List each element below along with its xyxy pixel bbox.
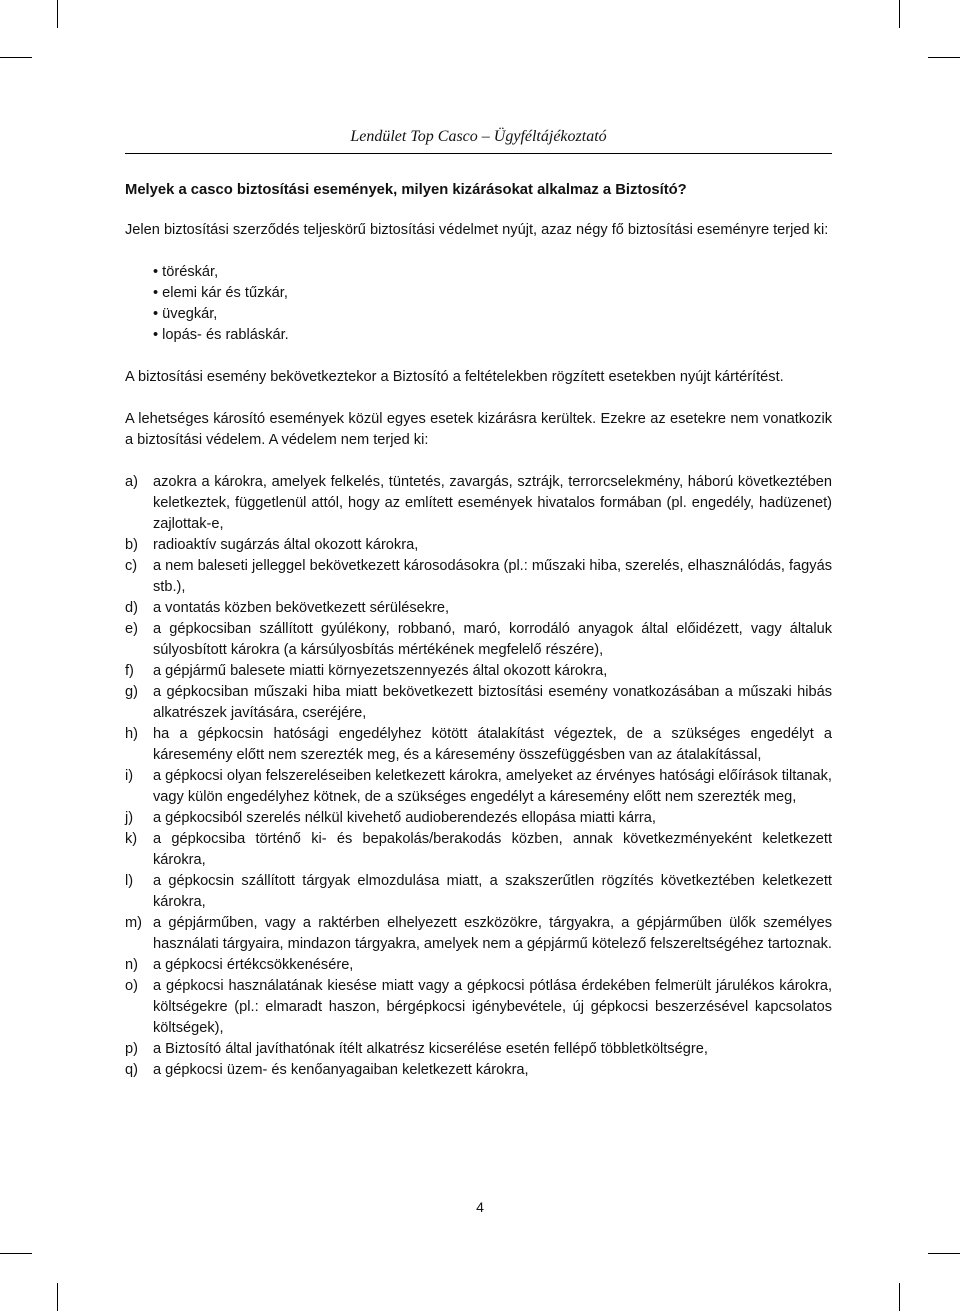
spacer [125, 388, 832, 409]
exclusion-item-marker: g) [125, 684, 138, 700]
exclusion-item [125, 619, 832, 661]
exclusion-item [125, 955, 832, 976]
exclusion-intro-paragraph: A lehetséges károsító események közül egyes esetek kizárásra kerültek. Ezekre az esetekre nem vonatkozik a biztosítási védelem. A védelem nem terjed ki: [125, 411, 832, 448]
running-header: Lendület Top Casco – Ügyféltájékoztató [350, 128, 607, 145]
exclusion-item-marker: o) [125, 978, 138, 994]
exclusion-item-text: a gépjárműben, vagy a raktérben elhelyezett eszközökre, tárgyakra, a gépjárműben ülők személyes használati tárgyaira, mindazon tárgyakra, amelyek nem a gépjármű kötelező felszereltségéhez tartoznak. [153, 915, 832, 952]
exclusion-item-marker: b) [125, 537, 138, 553]
crop-mark [899, 0, 900, 28]
exclusion-item-text: a gépkocsiból szerelés nélkül kivehető audioberendezés ellopása miatti kárra, [153, 810, 656, 826]
event-list [153, 262, 832, 346]
exclusion-item-text: ha a gépkocsin hatósági engedélyhez kötött átalakítást végeztek, de a szükséges engedélyt a káresemény előtt nem szerezték meg, és a káresemény összefüggésben van az átalakítással, [153, 726, 832, 763]
exclusion-item-marker: m) [125, 915, 143, 931]
exclusion-item-marker: a) [125, 474, 138, 490]
exclusion-item [125, 1039, 832, 1060]
exclusion-item-marker: q) [125, 1062, 138, 1078]
page-number: 4 [476, 1199, 484, 1215]
exclusion-item-marker: j) [125, 810, 134, 826]
exclusion-item [125, 682, 832, 724]
exclusion-item-marker: p) [125, 1041, 138, 1057]
crop-mark [928, 57, 960, 58]
crop-mark [928, 1253, 960, 1254]
exclusion-item-marker: k) [125, 831, 138, 847]
exclusion-item [125, 913, 832, 955]
exclusion-item-marker: l) [125, 873, 134, 889]
exclusion-item-text: a gépkocsi olyan felszereléseiben keletkezett károkra, amelyeket az érvényes hatósági előírások tiltanak, vagy külön engedélyhez kötnek, de a szükséges engedélyt a káresemény előtt nem szerezték meg, [153, 768, 832, 805]
crop-mark [57, 0, 58, 28]
exclusion-item-text: a gépkocsiba történő ki- és bepakolás/berakodás közben, annak következményeként keletkezett károkra, [153, 831, 832, 868]
header-rule [125, 153, 832, 154]
exclusion-item-text: a gépkocsin szállított tárgyak elmozdulása miatt, a szakszerűtlen rögzítés következtében keletkezett károkra, [153, 873, 832, 910]
exclusion-item [125, 472, 832, 535]
exclusion-item [125, 808, 832, 829]
exclusion-item-marker: c) [125, 558, 138, 574]
compensation-paragraph: A biztosítási esemény bekövetkeztekor a Biztosító a feltételekben rögzített esetekben nyújt kártérítést. [125, 369, 784, 385]
exclusion-item-text: a Biztosító által javíthatónak ítélt alkatrész kicserélése esetén fellépő többletköltségre, [153, 1041, 708, 1057]
exclusion-item-marker: n) [125, 957, 138, 973]
exclusion-item [125, 598, 832, 619]
exclusion-item-text: a gépkocsiban műszaki hiba miatt bekövetkezett biztosítási esemény vonatkozásában a műszaki hibás alkatrészek javítására, cseréjére, [153, 684, 832, 721]
exclusion-item [125, 1060, 832, 1081]
exclusion-item-marker: i) [125, 768, 134, 784]
exclusion-item [125, 829, 832, 871]
list-item: • elemi kár és tűzkár, [153, 283, 832, 304]
exclusion-item [125, 661, 832, 682]
intro-paragraph: Jelen biztosítási szerződés teljeskörű biztosítási védelmet nyújt, azaz négy fő biztosítási eseményre terjed ki: [125, 222, 829, 238]
crop-mark [0, 1253, 32, 1254]
exclusion-item [125, 871, 832, 913]
exclusion-item-text: a gépjármű balesete miatti környezetszennyezés által okozott károkra, [153, 663, 608, 679]
exclusion-item [125, 976, 832, 1039]
crop-mark [0, 57, 32, 58]
spacer [125, 451, 832, 472]
exclusion-item-text: a gépkocsi értékcsökkenésére, [153, 957, 354, 973]
exclusion-item-text: a nem baleseti jelleggel bekövetkezett károsodásokra (pl.: műszaki hiba, szerelés, elhasználódás, fagyás stb.), [153, 558, 832, 595]
exclusion-item-marker: e) [125, 621, 138, 637]
exclusion-item-text: a vontatás közben bekövetkezett sérülésekre, [153, 600, 450, 616]
exclusion-item [125, 535, 832, 556]
exclusion-item-marker: f) [125, 663, 134, 679]
exclusion-item [125, 556, 832, 598]
exclusion-item [125, 724, 832, 766]
section-heading: Melyek a casco biztosítási események, milyen kizárásokat alkalmaz a Biztosító? [125, 182, 687, 198]
exclusion-item-text: radioaktív sugárzás által okozott károkra, [153, 537, 419, 553]
page-content [125, 180, 832, 1081]
list-item: • lopás- és rabláskár. [153, 325, 832, 346]
exclusion-item-text: a gépkocsi használatának kiesése miatt vagy a gépkocsi pótlása érdekében felmerült járulékos károkra, költségekre (pl.: elmaradt haszon, bérgépkocsi igénybevétele, új gépkocsi beszerzésével kapcsolatos költségek), [153, 978, 832, 1036]
exclusion-item-marker: h) [125, 726, 138, 742]
crop-mark [57, 1283, 58, 1311]
exclusion-item-text: azokra a károkra, amelyek felkelés, tüntetés, zavargás, sztrájk, terrorcselekmény, háború következtében keletkeztek, függetlenül attól, hogy az említett események hivatalos formában (pl. engedély, hadüzenet) zajlottak-e, [153, 474, 832, 532]
exclusion-list [125, 472, 832, 1081]
exclusion-item-text: a gépkocsiban szállított gyúlékony, robbanó, maró, korrodáló anyagok által előidézett, vagy általuk súlyosbított károkra (a kársúlyosbítás mértékének megfelelő részére), [153, 621, 832, 658]
exclusion-item-marker: d) [125, 600, 138, 616]
list-item: • üvegkár, [153, 304, 832, 325]
crop-mark [899, 1283, 900, 1311]
exclusion-item [125, 766, 832, 808]
list-item: • töréskár, [153, 262, 832, 283]
exclusion-item-text: a gépkocsi üzem- és kenőanyagaiban keletkezett károkra, [153, 1062, 529, 1078]
